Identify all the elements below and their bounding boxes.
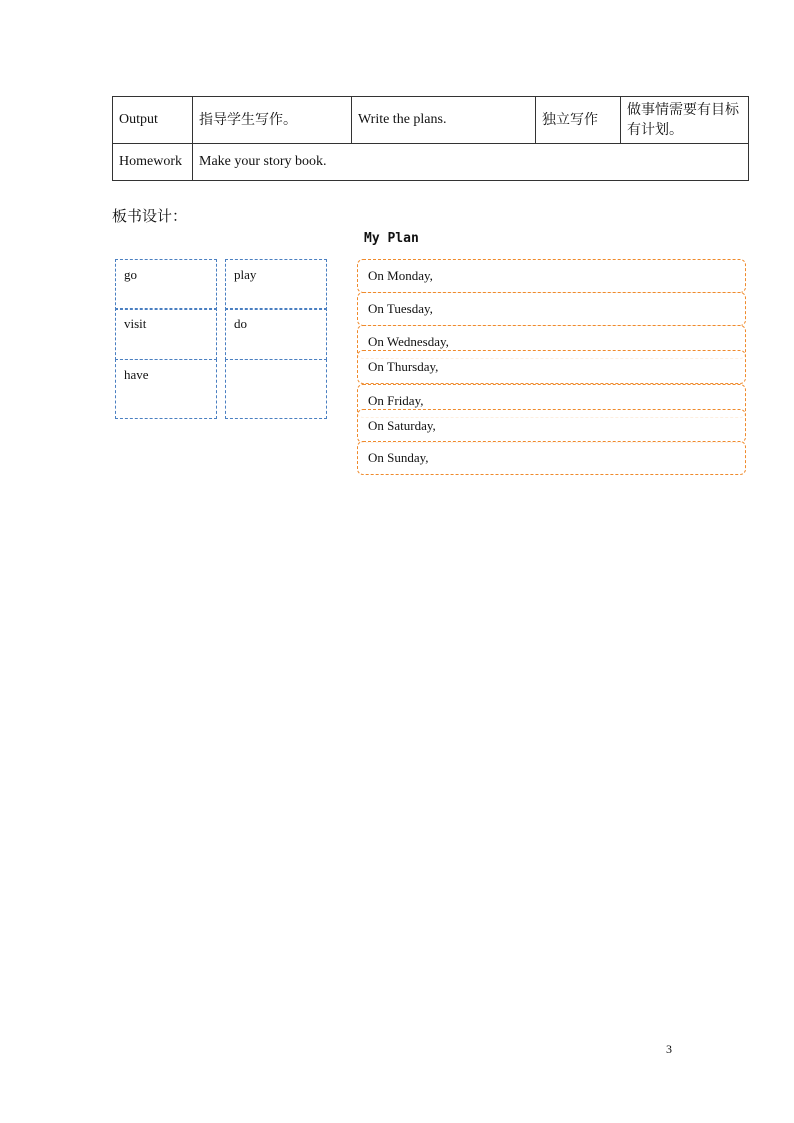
output-activity-cell: Write the plans. — [352, 97, 536, 144]
output-row — [113, 97, 749, 144]
page-number: 3 — [666, 1042, 672, 1056]
plan-line-friday: On Friday, — [357, 384, 746, 418]
homework-content-cell: Make your story book. — [193, 144, 749, 181]
word-box-visit: visit — [115, 308, 217, 360]
output-teacher-cell: 指导学生写作。 — [193, 97, 352, 144]
word-box-go: go — [115, 259, 217, 310]
plan-line-tuesday: On Tuesday, — [357, 292, 746, 326]
lesson-table — [112, 96, 749, 181]
word-box-have: have — [115, 359, 217, 419]
plan-line-sunday: On Sunday, — [357, 441, 746, 475]
homework-row — [113, 144, 749, 181]
word-box-do: do — [225, 308, 327, 360]
output-goal-cell: 做事情需要有目标有计划。 — [621, 97, 749, 144]
word-box-empty — [225, 359, 327, 419]
homework-stage-cell: Homework — [113, 144, 193, 181]
plan-line-wednesday: On Wednesday, — [357, 325, 746, 359]
my-plan-title: My Plan — [364, 231, 419, 246]
output-mode-cell: 独立写作 — [536, 97, 621, 144]
output-stage-cell: Output — [113, 97, 193, 144]
plan-line-thursday: On Thursday, — [357, 350, 746, 384]
plan-line-monday: On Monday, — [357, 259, 746, 293]
word-box-play: play — [225, 259, 327, 310]
plan-line-saturday: On Saturday, — [357, 409, 746, 443]
board-design-title: 板书设计： — [112, 207, 188, 225]
